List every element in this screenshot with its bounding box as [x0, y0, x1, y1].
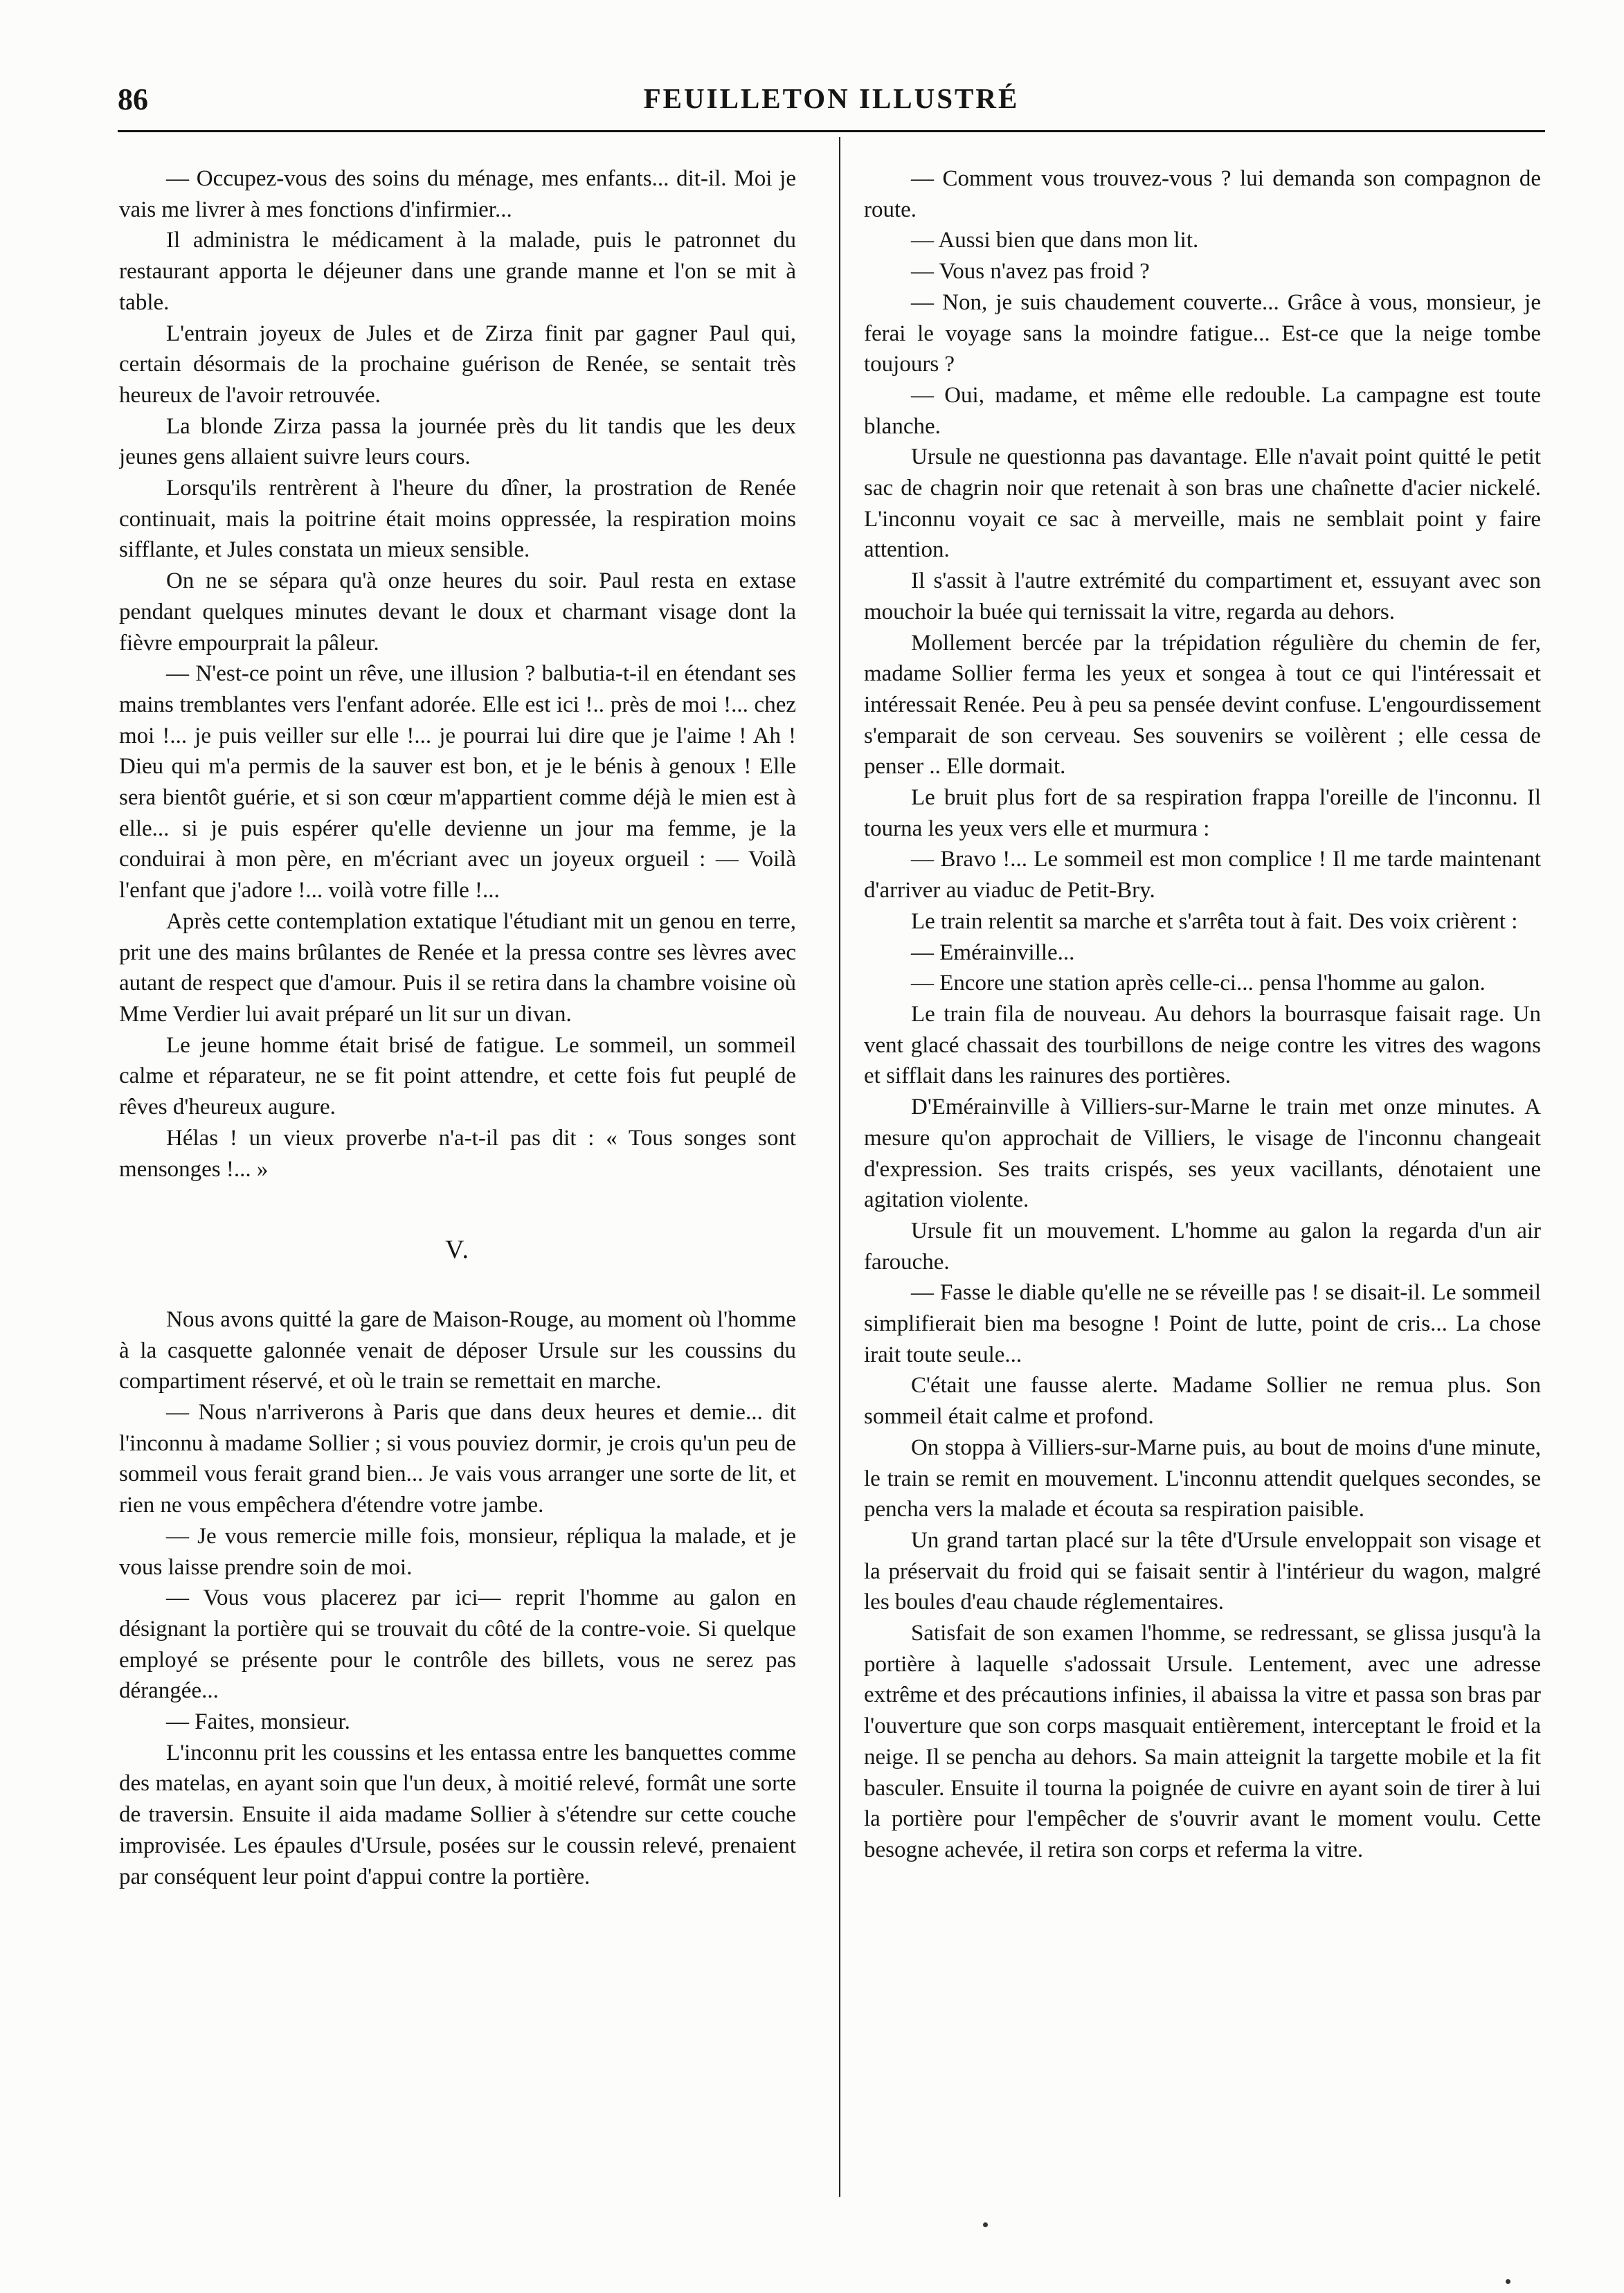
page-header — [118, 82, 1545, 123]
paragraph: — Faites, monsieur. — [166, 1709, 350, 1735]
paragraph: Satisfait de son examen l'homme, se redressant, se glissa jusqu'à la portière à laquelle s'adossait Ursule. Lentement, avec une adresse extrême et des précautions infinies, il abaissa la vitre et passa son bras par l'ouverture que son corps masquait entièrement, interceptant le froid et la neige. Il se pencha au dehors. Sa main atteignit la targette mobile et la fit basculer. Ensuite il tourna la poignée de cuivre en ayant soin de tirer à lui la portière pour l'empêcher de s'ouvrir avant le moment voulu. Cette besogne achevée, il retira son corps et referma la vitre. — [864, 1621, 1541, 1862]
header-rule — [118, 130, 1545, 132]
ink-speck — [983, 2222, 988, 2227]
column-divider — [839, 137, 840, 2197]
paragraph: Le train fila de nouveau. Au dehors la bourrasque faisait rage. Un vent glacé chassait des tourbillons de neige contre les vitres des wagons et sifflait dans les rainures des portières. — [864, 1001, 1541, 1089]
paragraph: Le jeune homme était brisé de fatigue. Le sommeil, un sommeil calme et réparateur, ne se fit point attendre, et cette fois fut peuplé de rêves d'heureux augure. — [119, 1032, 796, 1120]
ink-speck — [1506, 2279, 1510, 2284]
running-title: FEUILLETON ILLUSTRÉ — [643, 82, 1020, 114]
paragraph: Après cette contemplation extatique l'étudiant mit un genou en terre, prit une des mains brûlantes de Renée et la pressa contre ses lèvres avec autant de respect que d'amour. Puis il se retira dans la chambre voisine où Mme Verdier lui avait préparé un lit sur un divan. — [119, 908, 796, 1027]
paragraph: — Vous n'avez pas froid ? — [911, 259, 1150, 285]
paragraph: — Encore une station après celle-ci... pensa l'homme au galon. — [911, 971, 1486, 996]
paragraph: — Aussi bien que dans mon lit. — [911, 228, 1199, 253]
paragraph: — Fasse le diable qu'elle ne se réveille pas ! se disait-il. Le sommeil simplifierait bien ma besogne ! Point de lutte, point de cris... La chose irait toute seule... — [864, 1280, 1541, 1367]
paragraph: — Vous vous placerez par ici— reprit l'homme au galon en désignant la portière qui se trouvait du côté de la contre-voie. Si quelque employé se présente pour le contrôle des billets, vous ne serez pas dérangée... — [119, 1585, 796, 1704]
paragraph: L'entrain joyeux de Jules et de Zirza finit par gagner Paul qui, certain désormais de la prochaine guérison de Renée, se sentait très heureux de l'avoir retrouvée. — [119, 321, 796, 408]
paragraph: Le train relentit sa marche et s'arrêta tout à fait. Des voix crièrent : — [911, 908, 1518, 934]
paragraph: Il s'assit à l'autre extrémité du compartiment et, essuyant avec son mouchoir la buée qui ternissait la vitre, regarda au dehors. — [864, 568, 1541, 624]
paragraph: La blonde Zirza passa la journée près du lit tandis que les deux jeunes gens allaient suivre leurs cours. — [119, 413, 796, 470]
paragraph: — Nous n'arriverons à Paris que dans deux heures et demie... dit l'inconnu à madame Sollier ; si vous pouviez dormir, je crois qu'un peu de sommeil vous ferait grand bien... Je vais vous arranger une sorte de lit, et rien ne vous empêchera d'étendre votre jambe. — [119, 1400, 796, 1518]
paragraph: On stoppa à Villiers-sur-Marne puis, au bout de moins d'une minute, le train se remit en mouvement. L'inconnu attendit quelques secondes, se pencha vers la malade et écouta sa respiration paisible. — [864, 1435, 1541, 1522]
left-column — [119, 163, 796, 2213]
paragraph: Lorsqu'ils rentrèrent à l'heure du dîner, la prostration de Renée continuait, mais la poitrine était moins oppressée, la respiration moins sifflante, et Jules constata un mieux sensible. — [119, 476, 796, 563]
paragraph: Ursule fit un mouvement. L'homme au galon la regarda d'un air farouche. — [864, 1218, 1541, 1275]
paragraph: — Occupez-vous des soins du ménage, mes enfants... dit-il. Moi je vais me livrer à mes fonctions d'infirmier... — [119, 166, 796, 222]
paragraph: D'Emérainville à Villiers-sur-Marne le train met onze minutes. A mesure qu'on approchait de Villiers, le visage de l'inconnu changeait d'expression. Ses traits crispés, ses yeux vacillants, dénotaient une agitation violente. — [864, 1095, 1541, 1213]
paragraph: On ne se sépara qu'à onze heures du soir. Paul resta en extase pendant quelques minutes devant le doux et charmant visage dont la fièvre empourprait la pâleur. — [119, 568, 796, 656]
paragraph: Le bruit plus fort de sa respiration frappa l'oreille de l'inconnu. Il tourna les yeux vers elle et murmura : — [864, 785, 1541, 841]
right-column — [864, 163, 1541, 2213]
paragraph: Il administra le médicament à la malade, puis le patronnet du restaurant apporta le déjeuner dans une grande manne et l'on se mit à table. — [119, 228, 796, 315]
page-number: 86 — [118, 82, 148, 116]
paragraph: — N'est-ce point un rêve, une illusion ? balbutia-t-il en étendant ses mains tremblantes vers l'enfant adorée. Elle est ici !.. près de moi !... chez moi !... je puis veiller sur elle !... je pourrai lui dire que je l'aime ! Ah ! Dieu qui m'a permis de la sauver est bon, et je le bénis à genoux ! Elle sera bientôt guérie, et si son cœur m'appartient comme déjà le mien est à elle... si je puis espérer qu'elle devienne un jour ma femme, je la conduirai à mon père, en m'écriant avec un joyeux orgueil : — Voilà l'enfant que j'adore !... voilà votre fille !... — [119, 661, 796, 903]
section-heading: V. — [444, 1235, 471, 1265]
paragraph: — Oui, madame, et même elle redouble. La campagne est toute blanche. — [864, 382, 1541, 439]
paragraph: — Bravo !... Le sommeil est mon complice ! Il me tarde maintenant d'arriver au viaduc de Petit-Bry. — [864, 847, 1541, 903]
paragraph: C'était une fausse alerte. Madame Sollier ne remua plus. Son sommeil était calme et profond. — [864, 1373, 1541, 1430]
paragraph: — Comment vous trouvez-vous ? lui demanda son compagnon de route. — [864, 166, 1541, 222]
paragraph: Mollement bercée par la trépidation régulière du chemin de fer, madame Sollier ferma les yeux et songea à tout ce qui l'intéressait et intéressait Renée. Peu à peu sa pensée devint confuse. L'engourdissement s'emparait de son cerveau. Ses souvenirs se voilèrent ; elle cessa de penser .. Elle dormait. — [864, 630, 1541, 780]
paragraph: Un grand tartan placé sur la tête d'Ursule enveloppait son visage et la préservait du froid qui se faisait sentir à l'intérieur du wagon, malgré les boules d'eau chaude réglementaires. — [864, 1527, 1541, 1615]
paragraph: — Non, je suis chaudement couverte... Grâce à vous, monsieur, je ferai le voyage sans la moindre fatigue... Est-ce que la neige tombe toujours ? — [864, 289, 1541, 377]
paragraph: Hélas ! un vieux proverbe n'a-t-il pas dit : « Tous songes sont mensonges !... » — [119, 1125, 796, 1182]
paragraph: L'inconnu prit les coussins et les entassa entre les banquettes comme des matelas, en ayant soin que l'un deux, à moitié relevé, formât une sorte de traversin. Ensuite il aida madame Sollier à s'étendre sur cette couche improvisée. Les épaules d'Ursule, posées sur le coussin relevé, prenaient par conséquent leur point d'appui contre la portière. — [119, 1740, 796, 1889]
paragraph: Ursule ne questionna pas davantage. Elle n'avait point quitté le petit sac de chagrin noir que retenait à son bras une chaînette d'acier nickelé. L'inconnu voyait ce sac à merveille, mais ne semblait point y faire attention. — [864, 444, 1541, 563]
paragraph: — Je vous remercie mille fois, monsieur, répliqua la malade, et je vous laisse prendre soin de moi. — [119, 1523, 796, 1580]
paragraph: Nous avons quitté la gare de Maison-Rouge, au moment où l'homme à la casquette galonnée venait de déposer Ursule sur les coussins du compartiment réservé, et où le train se remettait en marche. — [119, 1306, 796, 1394]
paragraph: — Emérainville... — [911, 939, 1075, 965]
